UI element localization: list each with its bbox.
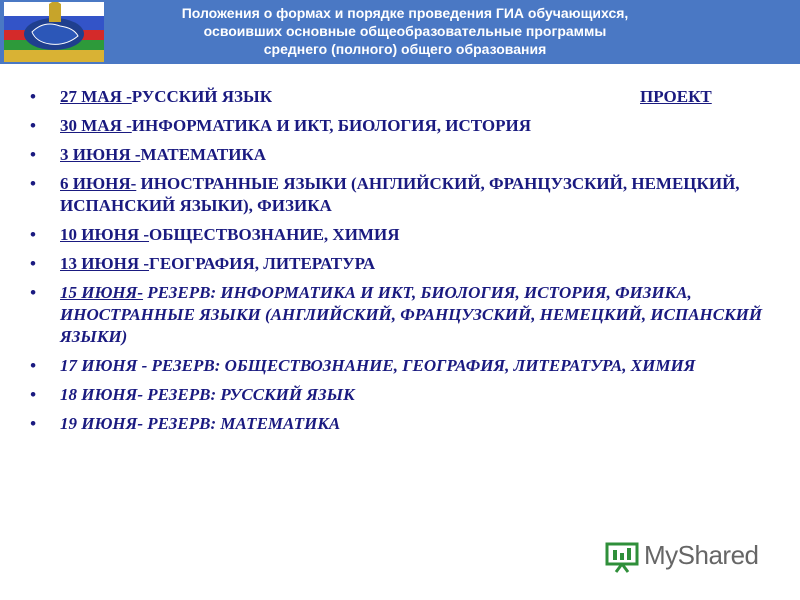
item-text: 19 ИЮНЯ- РЕЗЕРВ: МАТЕМАТИКА [60, 414, 341, 433]
list-item [28, 282, 788, 348]
item-text: 17 ИЮНЯ - РЕЗЕРВ: ОБЩЕСТВОЗНАНИЕ, ГЕОГРАФИЯ, ЛИТЕРАТУРА, ХИМИЯ [60, 356, 696, 375]
item-text: ИНФОРМАТИКА И ИКТ, БИОЛОГИЯ, ИСТОРИЯ [131, 116, 531, 135]
list-item [28, 173, 788, 217]
list-item [28, 115, 788, 137]
title-line-2: освоивших основные общеобразовательные программы [203, 23, 607, 39]
brand-name: MyShared [644, 540, 759, 570]
list-item [28, 86, 788, 108]
list-item [28, 413, 788, 435]
item-date: 13 ИЮНЯ - [60, 254, 150, 273]
list-item [28, 253, 788, 275]
item-text: ИНОСТРАННЫЕ ЯЗЫКИ (АНГЛИЙСКИЙ, ФРАНЦУЗСКИЙ, НЕМЕЦКИЙ, ИСПАНСКИЙ ЯЗЫКИ), ФИЗИКА [60, 174, 740, 215]
title-line-1: Положения о формах и порядке проведения ГИА обучающихся, [181, 5, 629, 21]
item-text: РУССКИЙ ЯЗЫК [131, 87, 273, 106]
presentation-board-icon [604, 538, 640, 574]
flag-emblem-icon [4, 2, 104, 62]
item-text: ОБЩЕСТВОЗНАНИЕ, ХИМИЯ [149, 225, 400, 244]
item-text: РЕЗЕРВ: ИНФОРМАТИКА И ИКТ, БИОЛОГИЯ, ИСТОРИЯ, ФИЗИКА, ИНОСТРАННЫЕ ЯЗЫКИ (АНГЛИЙСКИЙ, ФРАНЦУЗСКИЙ, НЕМЕЦКИЙ, ИСПАНСКИЙ ЯЗЫКИ) [60, 283, 763, 346]
item-text: ГЕОГРАФИЯ, ЛИТЕРАТУРА [149, 254, 376, 273]
title-line-3: среднего (полного) общего образования [263, 41, 547, 57]
item-text: МАТЕМАТИКА [140, 145, 267, 164]
list-item [28, 384, 788, 406]
item-text: 18 ИЮНЯ- РЕЗЕРВ: РУССКИЙ ЯЗЫК [60, 385, 355, 404]
list-item [28, 355, 788, 377]
project-tag: ПРОЕКТ [640, 87, 712, 106]
item-date: 10 ИЮНЯ - [60, 225, 150, 244]
exam-schedule-list [28, 86, 788, 442]
item-date: 3 ИЮНЯ - [60, 145, 141, 164]
header-banner [0, 0, 800, 64]
list-item [28, 224, 788, 246]
myshared-logo [604, 536, 774, 576]
item-date: 15 ИЮНЯ- [60, 283, 144, 302]
page-title [110, 4, 700, 58]
item-date: 27 МАЯ - [60, 87, 132, 106]
item-date: 30 МАЯ - [60, 116, 132, 135]
list-item [28, 144, 788, 166]
item-date: 6 ИЮНЯ- [60, 174, 137, 193]
